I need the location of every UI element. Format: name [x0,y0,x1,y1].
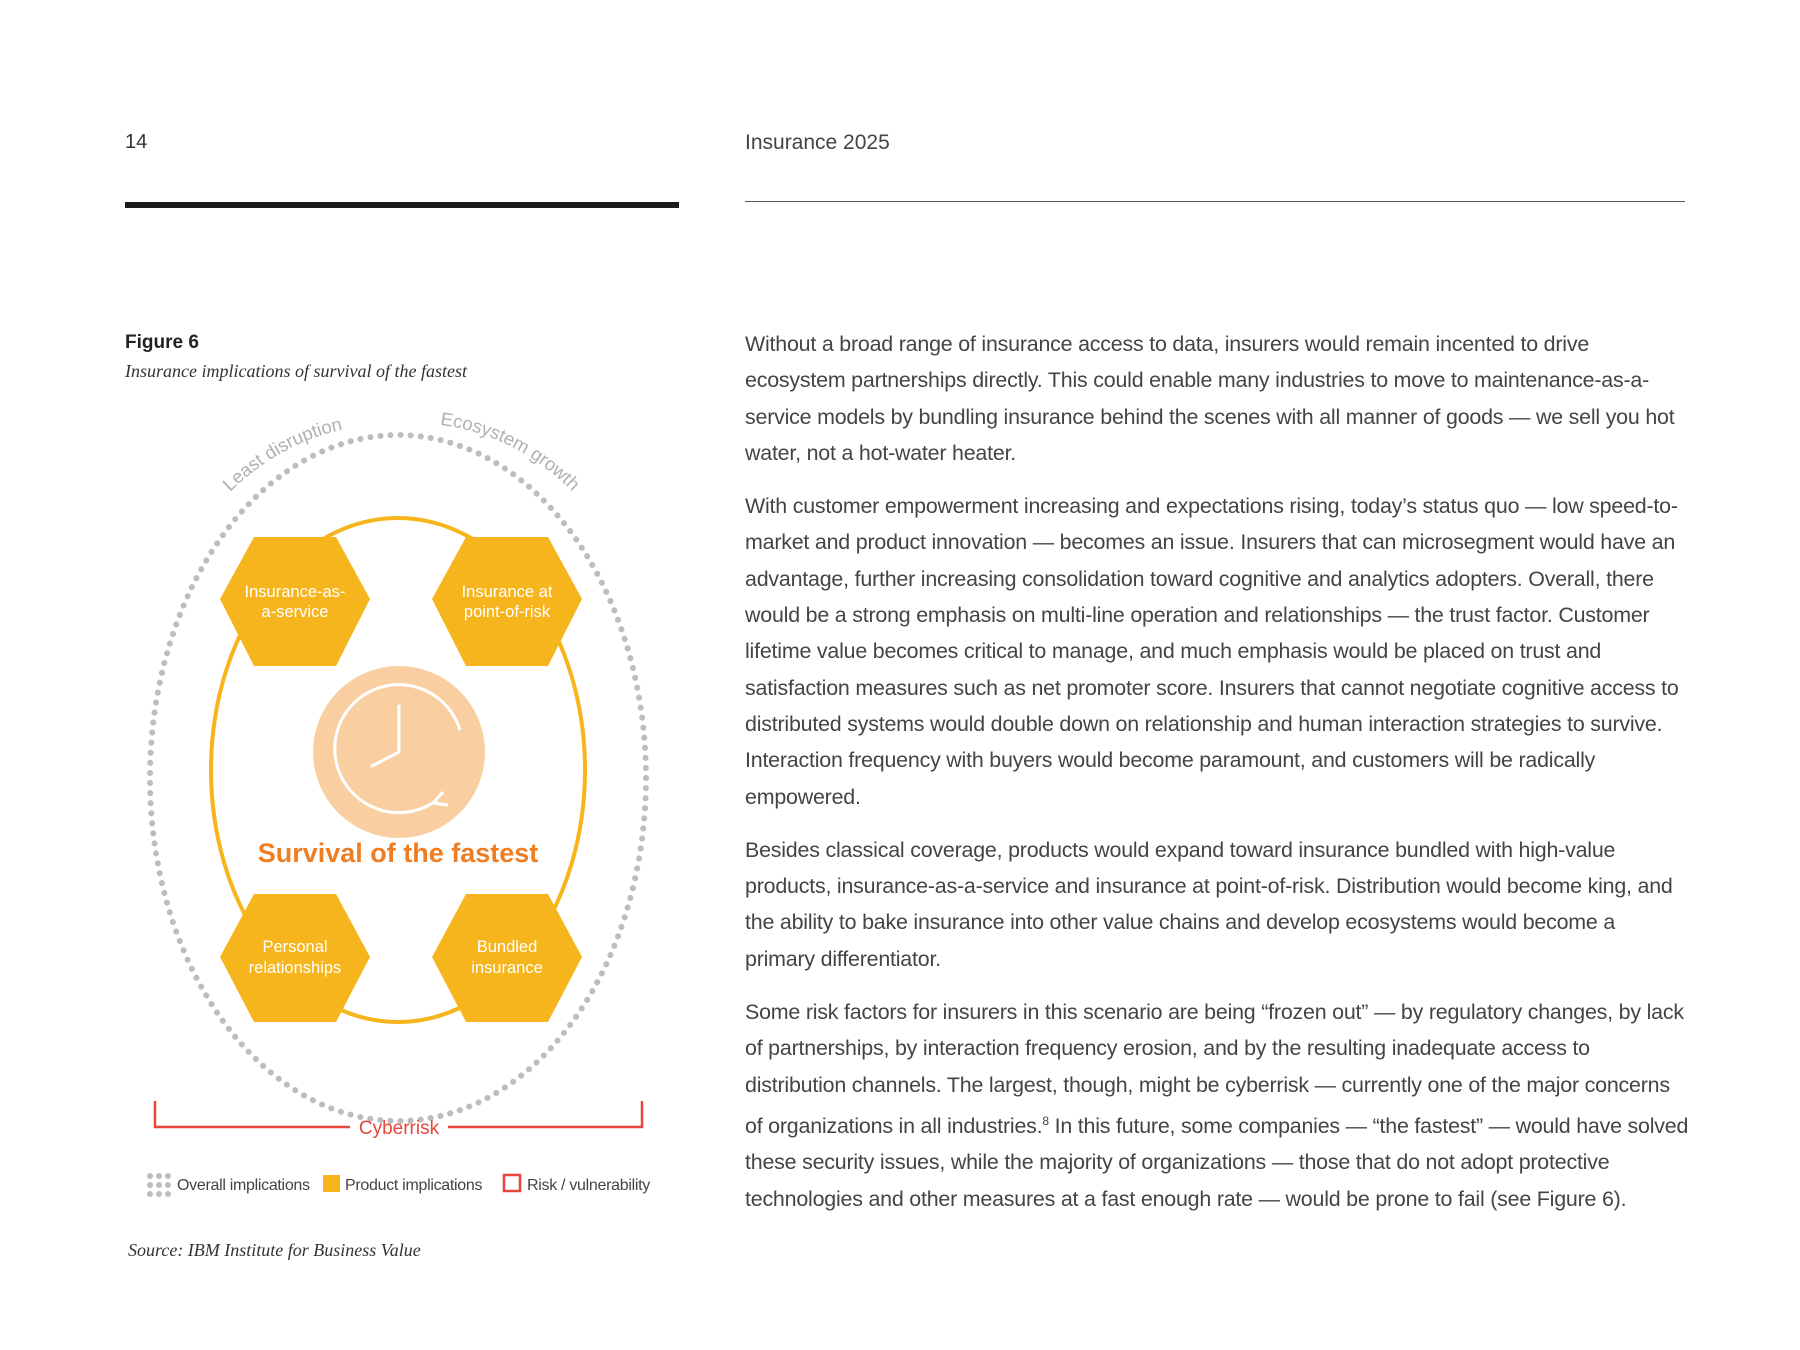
running-title: Insurance 2025 [745,131,890,154]
body-text [745,326,1690,1234]
hex-label-line: Insurance at [461,583,553,601]
hex-label-line: Insurance-as- [244,583,346,601]
page-number: 14 [125,131,148,153]
legend-product-swatch [323,1175,340,1192]
hex-bundled-insurance [432,894,582,1022]
clock-icon [313,666,485,838]
hex-label-line: relationships [248,959,342,977]
header-rule-right [745,201,1685,202]
footnote-ref-8[interactable]: 8 [1042,1113,1049,1128]
cyberrisk-bracket [155,1101,642,1139]
arc-label-right: Ecosystem growth [439,408,585,495]
paragraph-4-part-a: Some risk factors for insurers in this scenario are being “frozen out” — by regulatory changes, by lack of partnerships, by interaction frequency erosion, and by the resulting inadequate access to distribution channels. The largest, though, might be cyberrisk — currently one of the major concerns of organizations in all industries. [745,1000,1684,1139]
legend [147,1173,650,1197]
hex-label-line: Personal [262,938,328,956]
paragraph-1: Without a broad range of insurance access to data, insurers would remain incented to drive ecosystem partnerships directly. This could enable many industries to move to maintenance-as-a-service models by bundling insurance behind the scenes with all manner of goods — we sell you hot water, not a hot-water heater. [745,332,1675,465]
legend-risk-swatch [504,1175,520,1191]
hex-label-line: Bundled [476,938,538,956]
figure-diagram [0,0,700,1200]
legend-overall-label: Overall implications [177,1177,310,1194]
figure-source: Source: IBM Institute for Business Value [128,1240,421,1260]
figure-label: Figure 6 [125,332,199,353]
hex-label-line: a-service [261,603,329,621]
hex-label-line: insurance [471,959,543,977]
hex-insurance-as-a-service [220,537,370,666]
arc-label-left: Least disruption [218,413,344,495]
paragraph-4-part-b: In this future, some companies — “the fastest” — would have solved these security issues, while the majority of organizations — those that do not adopt protective technologies and other measures at a fast enough rate — would be prone to fail (see Figure 6). [745,1114,1689,1211]
paragraph-2: With customer empowerment increasing and expectations rising, today’s status quo — low speed-to-market and product innovation — becomes an issue. Insurers that can microsegment would have an advantage, further increasing consolidation toward cognitive and analytics adopters. Overall, there would be a strong emphasis on multi-line operation and relationships — the trust factor. Customer lifetime value becomes critical to manage, and much emphasis would be placed on trust and satisfaction measures such as net promoter score. Insurers that cannot negotiate cognitive access to distributed systems would double down on relationship and human interaction strategies to survive. Interaction frequency with buyers would become paramount, and customers will be radically empowered. [745,494,1679,809]
legend-product-label: Product implications [345,1177,483,1194]
paragraph-4 [745,994,1690,1217]
hex-label-line: point-of-risk [463,603,551,621]
figure-caption: Insurance implications of survival of the fastest [125,361,467,381]
scenario-title: Survival of the fastest [257,838,539,868]
paragraph-3: Besides classical coverage, products would expand toward insurance bundled with high-value products, insurance-as-a-service and insurance at point-of-risk. Distribution would become king, and the ability to bake insurance into other value chains and develop ecosystems would become a primary differentiator. [745,837,1673,971]
legend-risk-label: Risk / vulnerability [527,1177,650,1194]
legend-overall-swatch [147,1173,171,1197]
cyberrisk-label: Cyberrisk [358,1118,440,1139]
